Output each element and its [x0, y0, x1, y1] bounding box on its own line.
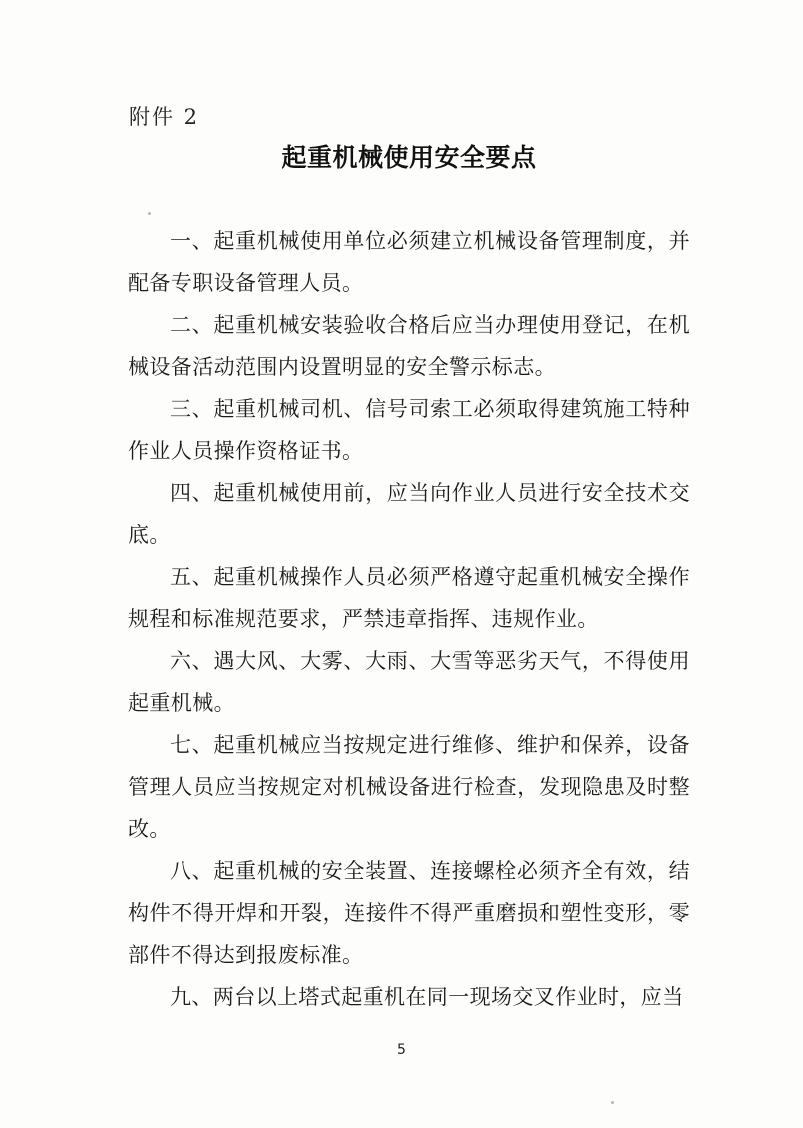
paragraph: 一、起重机械使用单位必须建立机械设备管理制度，并配备专职设备管理人员。 [128, 229, 690, 295]
document-body [128, 220, 690, 1018]
paragraph: 六、遇大风、大雾、大雨、大雪等恶劣天气，不得使用起重机械。 [128, 649, 690, 715]
paragraph: 八、起重机械的安全装置、连接螺栓必须齐全有效，结构件不得开焊和开裂，连接件不得严重磨损和塑性变形，零部件不得达到报废标准。 [128, 859, 690, 967]
paragraph: 五、起重机械操作人员必须严格遵守起重机械安全操作规程和标准规范要求，严禁违章指挥、违规作业。 [128, 565, 690, 631]
page-title: 起重机械使用安全要点 [281, 143, 537, 172]
paragraph: 三、起重机械司机、信号司索工必须取得建筑施工特种作业人员操作资格证书。 [128, 397, 690, 463]
scan-speck [611, 1101, 614, 1104]
paragraph: 二、起重机械安装验收合格后应当办理使用登记，在机械设备活动范围内设置明显的安全警示标志。 [128, 313, 690, 379]
scan-speck [148, 212, 151, 215]
attachment-label: 附件 2 [129, 105, 200, 129]
paragraph: 九、两台以上塔式起重机在同一现场交叉作业时，应当 [170, 985, 684, 1009]
paragraph: 七、起重机械应当按规定进行维修、维护和保养，设备管理人员应当按规定对机械设备进行检查，发现隐患及时整改。 [128, 733, 690, 841]
paragraph: 四、起重机械使用前，应当向作业人员进行安全技术交底。 [128, 481, 690, 547]
page-number: 5 [397, 1042, 406, 1058]
